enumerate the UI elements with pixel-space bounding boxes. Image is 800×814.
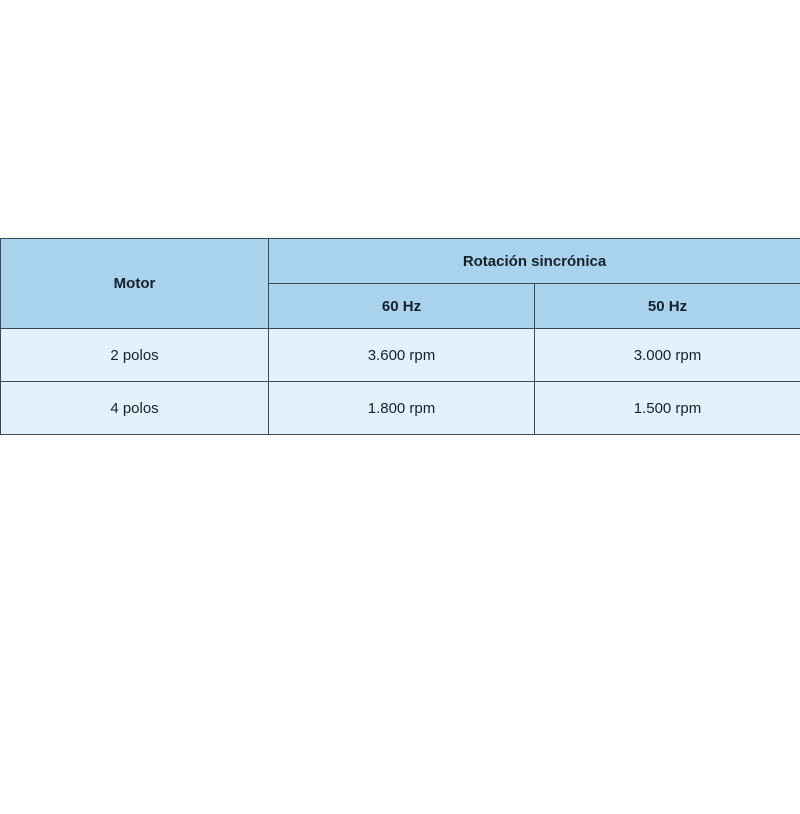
cell-4-polos-50hz: 1.500 rpm [535, 382, 800, 435]
cell-2-polos-60hz: 3.600 rpm [269, 329, 535, 382]
header-60hz: 60 Hz [269, 284, 535, 329]
row-label-4-polos: 4 polos [1, 382, 269, 435]
table-row [1, 382, 800, 435]
synchronous-speed-table-container [0, 238, 800, 435]
synchronous-speed-table [0, 238, 800, 435]
cell-4-polos-60hz: 1.800 rpm [269, 382, 535, 435]
row-label-2-polos: 2 polos [1, 329, 269, 382]
table-header-row-group [1, 239, 800, 284]
header-50hz: 50 Hz [535, 284, 800, 329]
header-rotacion-sincronica: Rotación sincrónica [269, 239, 800, 284]
cell-2-polos-50hz: 3.000 rpm [535, 329, 800, 382]
header-motor: Motor [1, 239, 269, 329]
table-row [1, 329, 800, 382]
